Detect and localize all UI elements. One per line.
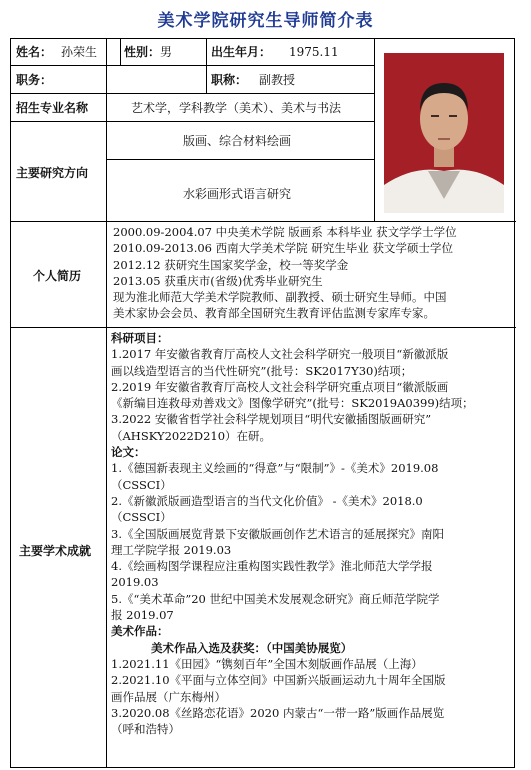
papers-heading: 论文： [111, 445, 146, 460]
project-line: 《新编目连救母劝善戏文》图像学研究”(批号：SK2019A0399)结项； [111, 396, 474, 411]
name-value: 孙荣生 [61, 45, 98, 59]
research-item: 版画、综合材料绘画 [183, 134, 292, 148]
paper-line: 2.《新徽派版画造型语言的当代文化价值》 -《美术》2018.0 [111, 493, 423, 508]
page-title: 美术学院研究生导师简介表 [157, 11, 374, 31]
paper-line: （CSSCI） [111, 477, 172, 492]
bio-line: 现为淮北师范大学美术学院教师、副教授、硕士研究生导师。中国 [113, 290, 447, 305]
bio-line: 2013.05 获重庆市(省级)优秀毕业研究生 [113, 273, 323, 288]
paper-line: 5.《“美术革命”20 世纪中国美术发展观念研究》商丘师范学院学 [111, 591, 440, 606]
work-line: 3.2020.08《丝路恋花语》2020 内蒙古“一带一路”版画作品展览 [111, 705, 445, 720]
name-label: 姓名： [16, 45, 53, 59]
bio-line: 2012.12 获研究生国家奖学金，校一等奖学金 [113, 257, 349, 272]
profile-table [10, 38, 515, 768]
duty-label: 职务： [16, 73, 53, 87]
project-line: 1.2017 年安徽省教育厅高校人文社会科学研究一般项目“新徽派版 [111, 347, 449, 362]
bio-line: 美术家协会会员、教育部全国研究生教育评估监测专家库专家。 [113, 306, 435, 321]
paper-line: 3.《全国版画展览背景下安徽版画创作艺术语言的延展探究》南阳 [111, 526, 444, 541]
projects-heading: 科研项目： [111, 331, 169, 345]
birth-value: 1975.11 [289, 45, 339, 59]
project-line: 2.2019 年安徽省教育厅高校人文社会科学研究重点项目“徽派版画 [111, 379, 449, 394]
major-label: 招生专业名称 [16, 101, 89, 115]
paper-line: （CSSCI） [111, 510, 172, 525]
work-line: （呼和浩特） [111, 722, 180, 737]
research-item: 水彩画形式语言研究 [183, 187, 292, 201]
bio-text [113, 224, 457, 322]
paper-line: 报 2019.07 [111, 608, 174, 623]
works-subheading: 美术作品入选及获奖：（中国美协展览） [151, 640, 353, 655]
paper-line: 理工学院学报 2019.03 [111, 542, 232, 557]
rank-label: 职称： [211, 73, 248, 87]
project-line: 画以线造型语言的当代性研究”(批号：SK2017Y30)结项； [111, 363, 413, 378]
bio-line: 2000.09-2004.07 中央美术学院 版画系 本科毕业 获文学学士学位 [113, 225, 457, 239]
rank-value: 副教授 [259, 73, 296, 87]
work-line: 画作品展（广东梅州） [111, 689, 226, 704]
birth-label: 出生年月： [211, 45, 272, 59]
achievements-label: 主要学术成就 [19, 544, 92, 558]
work-line: 1.2021.11《田园》“镌刻百年”全国木刻版画作品展（上海） [111, 656, 423, 671]
gender-label: 性别： [124, 45, 161, 59]
achievements-text [111, 330, 474, 737]
major-value: 艺术学，学科教学（美术）、美术与书法 [131, 101, 342, 115]
portrait-photo [384, 53, 504, 213]
paper-line: 4.《绘画构图学课程应注重构图实践性教学》淮北师范大学学报 [111, 559, 433, 574]
works-heading: 美术作品： [111, 624, 169, 639]
research-label: 主要研究方向 [16, 166, 89, 180]
bio-line: 2010.09-2013.06 西南大学美术学院 研究生毕业 获文学硕士学位 [113, 241, 453, 256]
project-line: （AHSKY2022D210）在研。 [111, 428, 272, 443]
paper-line: 2019.03 [111, 575, 159, 590]
bio-label: 个人简历 [33, 269, 82, 283]
paper-line: 1.《德国新表现主义绘画的“得意”与“限制”》-《美术》2019.08 [111, 461, 439, 476]
project-line: 3.2022 安徽省哲学社会科学规划项目“明代安徽插图版画研究” [111, 412, 432, 427]
gender-value: 男 [160, 45, 173, 59]
work-line: 2.2021.10《平面与立体空间》中国新兴版画运动九十周年全国版 [111, 673, 446, 688]
